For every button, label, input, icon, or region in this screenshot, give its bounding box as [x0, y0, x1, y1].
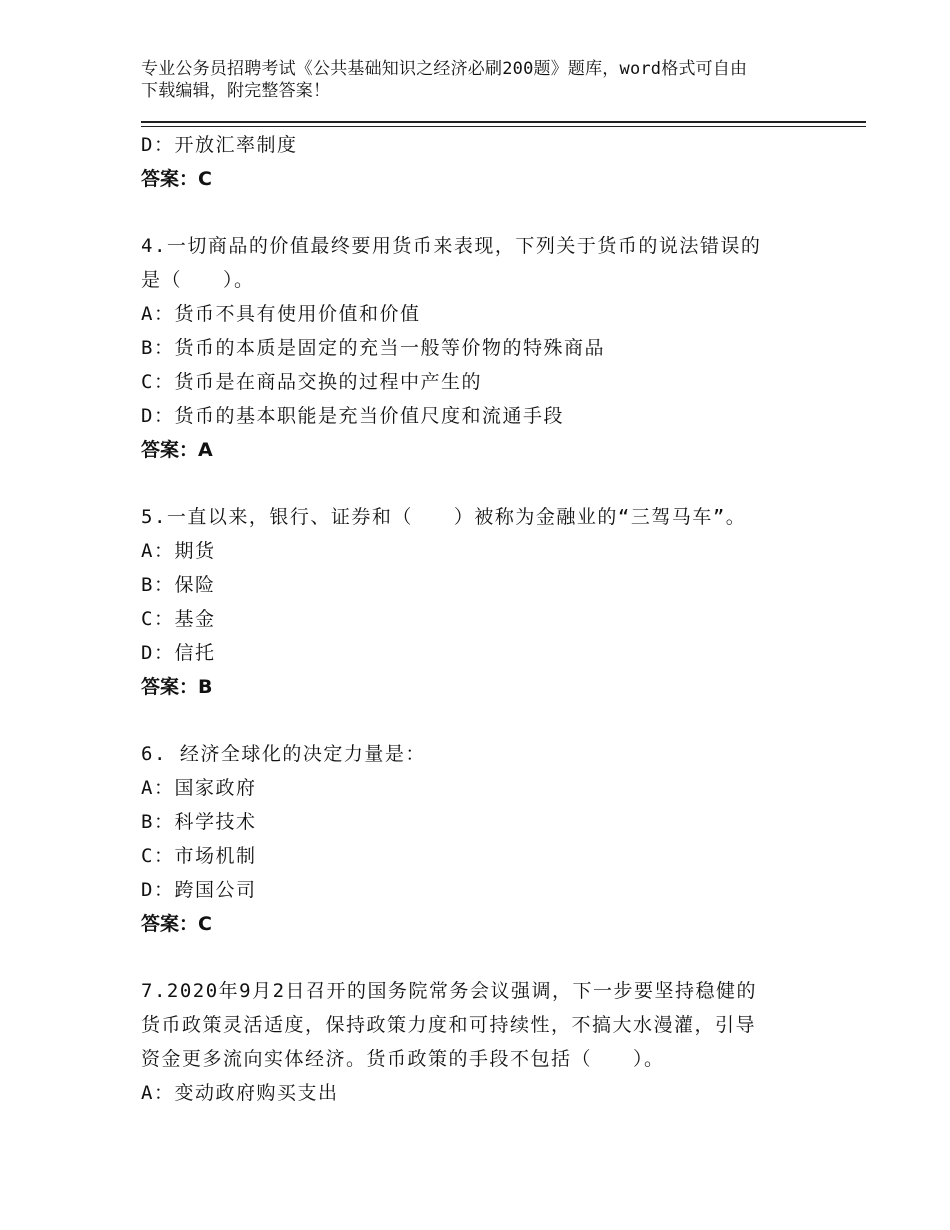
spacer: [141, 941, 841, 974]
question-6: [141, 737, 841, 941]
spacer: [141, 467, 841, 500]
question-5: [141, 500, 841, 704]
answer-line: 答案：B: [141, 676, 213, 698]
option-a: A：期货: [141, 540, 216, 562]
option-c: C：货币是在商品交换的过程中产生的: [141, 371, 482, 393]
option-d: D：信托: [141, 642, 216, 664]
document-body: [141, 128, 841, 1110]
question-stem-line: 7.2020年9月2日召开的国务院常务会议强调，下一步要坚持稳健的: [141, 980, 758, 1002]
option-c: C：市场机制: [141, 845, 257, 867]
header-title-line-2: 下载编辑，附完整答案！: [141, 81, 331, 101]
header-rule-thin: [141, 126, 866, 127]
question-stem-line: 5.一直以来，银行、证券和（ ）被称为金融业的“三驾马车”。: [141, 506, 747, 528]
spacer: [141, 196, 841, 229]
question-stem-line: 资金更多流向实体经济。货币政策的手段不包括（ ）。: [141, 1048, 665, 1070]
question-stem-line: 货币政策灵活适度，保持政策力度和可持续性，不搞大水漫灌，引导: [141, 1014, 757, 1036]
option-d: D：开放汇率制度: [141, 134, 298, 156]
option-c: C：基金: [141, 608, 216, 630]
header-title-line-1: 专业公务员招聘考试《公共基础知识之经济必刷200题》题库，word格式可自由: [141, 59, 748, 79]
option-b: B：科学技术: [141, 811, 257, 833]
option-a: A：变动政府购买支出: [141, 1082, 339, 1104]
previous-question-tail: [141, 128, 841, 196]
option-d: D：跨国公司: [141, 879, 257, 901]
question-stem-line: 是（ ）。: [141, 269, 255, 291]
option-a: A：国家政府: [141, 777, 257, 799]
option-b: B：保险: [141, 574, 216, 596]
answer-line: 答案：A: [141, 439, 213, 461]
question-stem-line: 4.一切商品的价值最终要用货币来表现，下列关于货币的说法错误的: [141, 235, 762, 257]
answer-line: 答案：C: [141, 168, 212, 190]
page-header: [141, 58, 821, 102]
question-7: [141, 974, 841, 1110]
answer-line: 答案：C: [141, 913, 212, 935]
option-d: D：货币的基本职能是充当价值尺度和流通手段: [141, 405, 564, 427]
question-stem-line: 6. 经济全球化的决定力量是：: [141, 743, 426, 765]
option-b: B：货币的本质是固定的充当一般等价物的特殊商品: [141, 337, 605, 359]
spacer: [141, 704, 841, 737]
question-4: [141, 229, 841, 467]
option-a: A：货币不具有使用价值和价值: [141, 303, 421, 325]
header-rule-thick: [141, 121, 866, 123]
